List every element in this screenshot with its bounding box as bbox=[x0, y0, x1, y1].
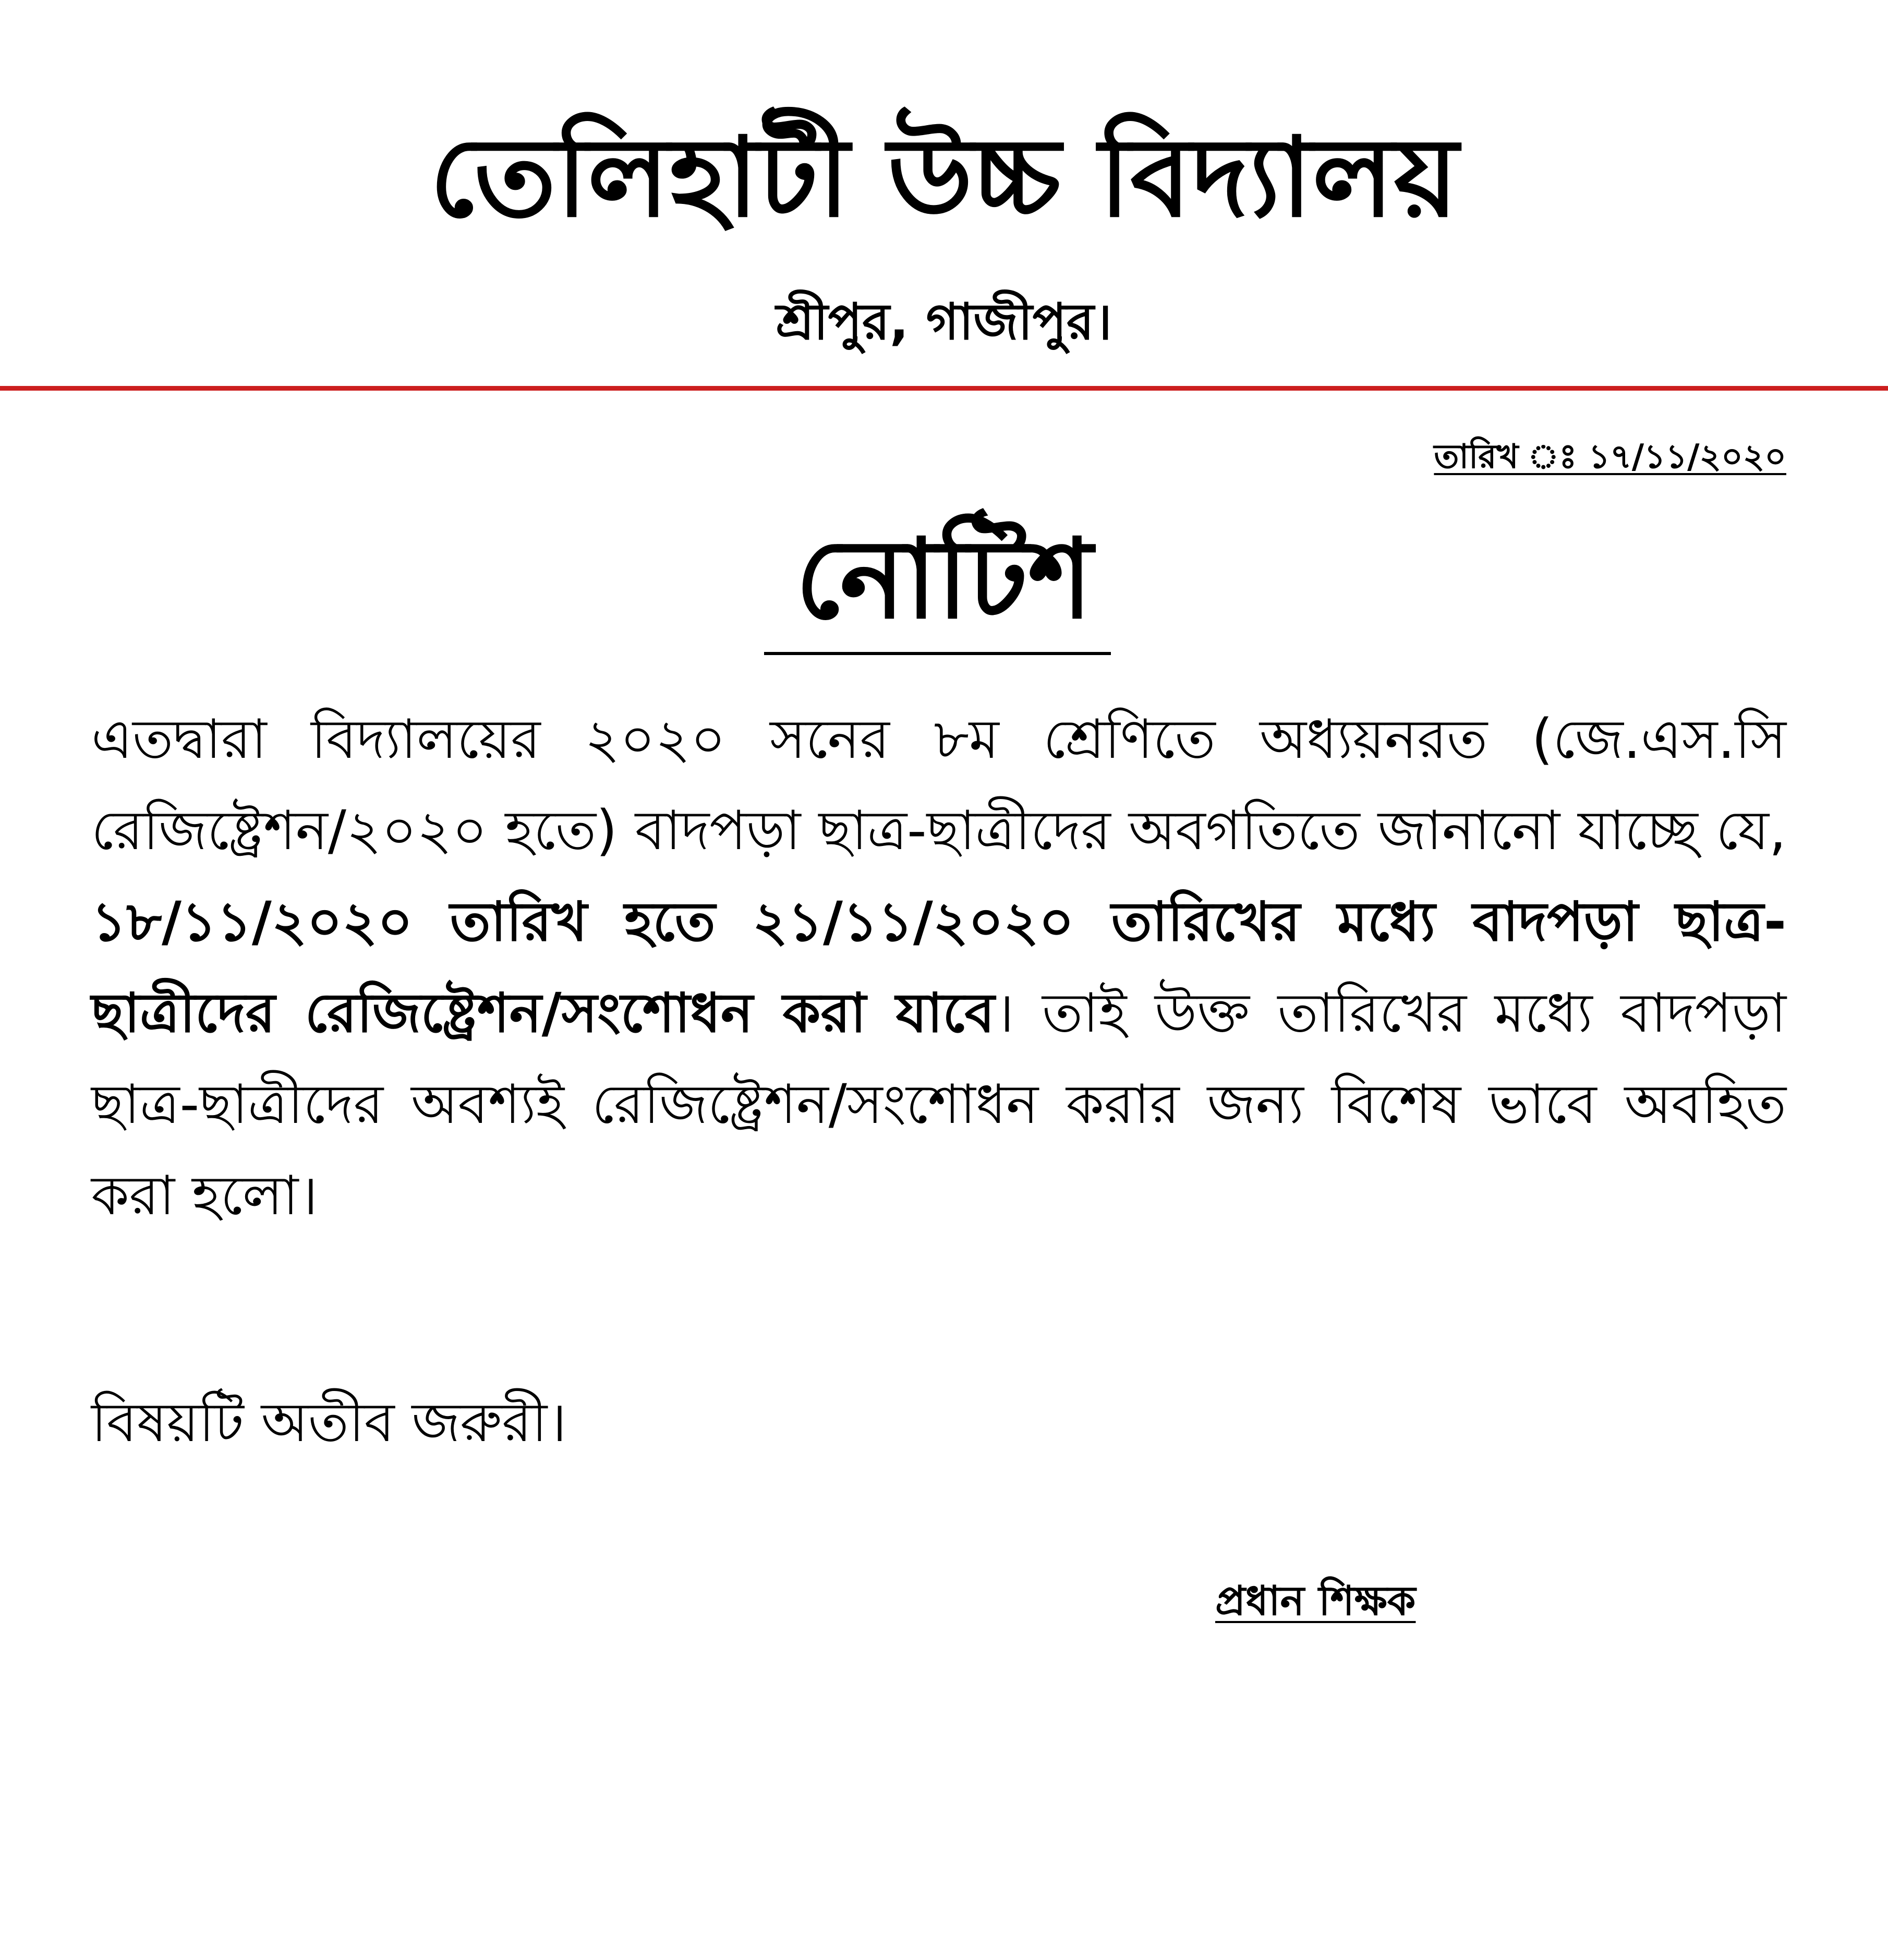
signature-headmaster: প্রধান শিক্ষক bbox=[1215, 1578, 1416, 1625]
notice-body-intro: এতদ্বারা বিদ্যালয়ের ২০২০ সনের ৮ম শ্রেণিতে অধ্যয়নরত (জে.এস.সি রেজিষ্ট্রেশন/২০২০ হতে) বাদপড়া ছাত্র-ছাত্রীদের অবগতিতে জানানো যাচ্ছে যে, bbox=[91, 707, 1786, 862]
notice-title: নোটিশ bbox=[795, 515, 1093, 643]
school-name: তেলিহাটী উচ্চ বিদ্যালয় bbox=[429, 114, 1459, 241]
school-address: শ্রীপুর, গাজীপুর। bbox=[776, 293, 1112, 351]
urgent-note: বিষয়টি অতীব জরুরী। bbox=[91, 1390, 567, 1454]
header-divider bbox=[0, 386, 1888, 391]
notice-date: তারিখ ঃ ১৭/১১/২০২০ bbox=[1434, 438, 1786, 476]
notice-body bbox=[91, 694, 1786, 1241]
notice-title-underline bbox=[764, 652, 1111, 655]
notice-body-closing: । তাই উক্ত তারিখের মধ্যে বাদপড়া ছাত্র-ছাত্রীদের অবশ্যই রেজিষ্ট্রেশন/সংশোধন করার জন্য বিশেষ ভাবে অবহিত করা হলো। bbox=[91, 981, 1786, 1227]
notice-body-highlight: ১৮/১১/২০২০ তারিখ হতে ২১/১১/২০২০ তারিখের মধ্যে বাদপড়া ছাত্র-ছাত্রীদের রেজিষ্ট্রেশন/সংশোধন করা যাবে bbox=[91, 890, 1786, 1045]
